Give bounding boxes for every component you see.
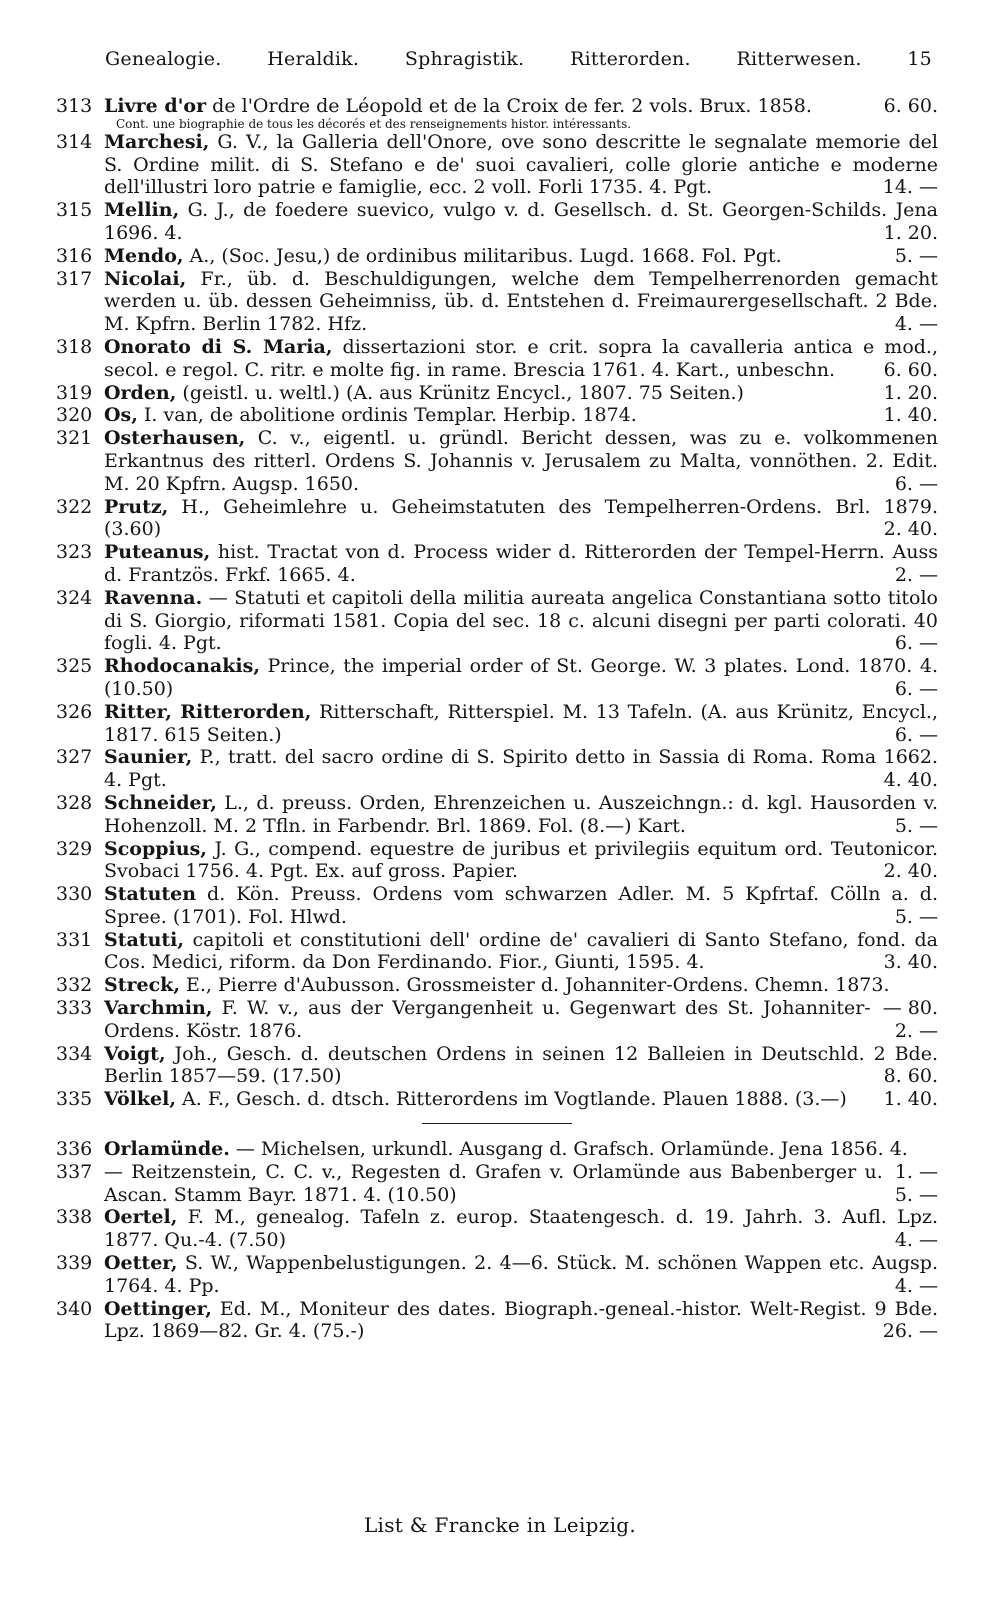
entry-author: Os, [104,404,138,427]
catalog-entry [56,131,938,199]
entry-price: 14. — [882,176,938,199]
entry-description: A., (Soc. Jesu,) de ordinibus militaribus. Lugd. 1668. Fol. Pgt. [183,244,782,267]
entry-price: 5. — [894,1183,938,1206]
entry-description: F. W. v., aus der Vergangenheit u. Gegenwart des St. Johanniter-Ordens. Köstr. 1876. [104,997,871,1042]
catalog-entry [56,336,938,382]
entry-price: 6. — [894,723,938,746]
entry-author: Mendo, [104,244,184,267]
catalog-entry [56,1088,938,1111]
catalog-entry [56,1043,938,1089]
entry-description: (geistl. u. weltl.) (A. aus Krünitz Encycl., 1807. 75 Seiten.) [176,381,744,404]
entry-price: 4. 40. [883,769,938,792]
page-number: 15 [907,48,932,70]
entry-author: Oetter, [104,1252,178,1275]
entry-author: Osterhausen, [104,427,246,450]
entry-price: 4. — [894,1274,938,1297]
entry-number: 315 [56,199,93,222]
entry-description: J. G., compend. equestre de juribus et privilegiis equitum ord. Teutonicor. Svobaci 1756. 4. Pgt. Ex. auf gross. Papier. [104,837,938,883]
entry-price: 2. — [894,1019,938,1042]
entry-description: hist. Tractat von d. Process wider d. Ritterorden der Tempel-Herrn. Auss d. Frantzös. Frkf. 1665. 4. [104,541,938,586]
header-topic: Ritterwesen. [736,48,862,70]
entry-price: 26. — [882,1320,938,1343]
entry-number: 335 [56,1088,93,1111]
entry-price: 8. 60. [883,1065,938,1088]
entry-description: C. v., eigentl. u. gründl. Bericht dessen, was zu e. volkommenen Erkantnus des ritterl. Ordens S. Johannis v. Jerusalem zu Malta, vonnöthen. 2. Edit. M. 20 Kpfrn. Augsp. 1650. [104,427,938,495]
catalog-entry [56,1298,938,1344]
entry-price: 2. 40. [883,518,938,541]
entry-price: 6. 60. [883,95,938,117]
entry-author: Saunier, [104,746,193,769]
catalog-entry [56,838,938,884]
publisher-footer: List & Francke in Leipzig. [363,1513,637,1537]
entry-description: G. V., la Galleria dell'Onore, ove sono descritte le segnalate memorie del S. Ordine milit. di S. Stefano e de' suoi cavalieri, colle glorie antiche e moderne dell'illustri loro patrie e famiglie, ecc. 2 voll. Forli 1735. 4. Pgt. [104,130,938,199]
catalog-entry [56,382,938,405]
catalog-entry [56,1161,938,1207]
entry-author: Orlamünde. [104,1138,230,1161]
entry-description: — Reitzenstein, C. C. v., Regesten d. Grafen v. Orlamünde aus Babenberger u. Ascan. Stamm Bayr. 1871. 4. (10.50) [104,1160,883,1206]
entry-description: G. J., de foedere suevico, vulgo v. d. Gesellsch. d. St. Georgen-Schilds. Jena 1696. 4. [104,199,938,244]
entry-price: 6. — [894,677,938,700]
header-topic: Ritterorden. [570,48,691,70]
entry-price: 2. 40. [883,860,938,883]
entry-price: 1. 20. [883,381,938,404]
entry-author: Oertel, [104,1206,178,1229]
entry-author: Scoppius, [104,837,207,860]
catalog-entry [56,268,938,336]
entry-author: Nicolai, [104,267,187,290]
entry-price: 1. — [894,1160,938,1183]
entry-price: 5. — [894,814,938,837]
entry-number: 314 [56,130,93,153]
entry-description: Fr., üb. d. Beschuldigungen, welche dem Tempelherrenorden gemacht werden u. üb. dessen Geheimniss, üb. d. Entstehen d. Freimaurergesellschaft. 2 Bde. M. Kpfrn. Berlin 1782. Hfz. [104,267,938,336]
catalog-entry [56,427,938,495]
entry-price: 4. — [894,313,938,336]
entry-description: capitoli et constitutioni dell' ordine de' cavalieri di Santo Stefano, fond. da Cos. Medici, riform. da Don Ferdinando. Fior., Giunti, 1595. 4. [104,928,938,974]
catalog-entry [56,792,938,838]
entry-description: I. van, de abolitione ordinis Templar. Herbip. 1874. [137,404,637,427]
catalog-entry [56,587,938,655]
entry-number: 332 [56,974,93,997]
entry-description: P., tratt. del sacro ordine di S. Spirito detto in Sassia di Roma. Roma 1662. 4. Pgt. [104,746,938,792]
entry-number: 334 [56,1042,93,1065]
entry-description: A. F., Gesch. d. dtsch. Ritterordens im Vogtlande. Plauen 1888. (3.—) [175,1088,847,1111]
entry-number: 330 [56,883,93,906]
entry-number: 318 [56,335,93,358]
entry-price: 6. — [894,472,938,495]
page-header [105,48,932,70]
entry-author: Rhodocanakis, [104,655,260,678]
catalog-entry [56,929,938,975]
entry-author: Ritter, Ritterorden, [104,700,312,723]
section-divider [422,1123,572,1124]
entry-description: dissertazioni stor. e crit. sopra la cavalleria antica e mod., secol. e regol. C. ritr. e molte fig. in rame. Brescia 1761. 4. Kart., unbeschn. [104,335,938,381]
entry-description: L., d. preuss. Orden, Ehrenzeichen u. Auszeichngn.: d. kgl. Hausorden v. Hohenzoll. M. 2 Tfln. in Farbendr. Brl. 1869. Fol. (8.—) Kart. [104,791,938,837]
entry-price: — 80. [882,997,938,1020]
entry-author: Orden, [104,381,177,404]
entry-description: — Michelsen, urkundl. Ausgang d. Grafsch. Orlamünde. Jena 1856. 4. [229,1138,908,1161]
entry-author: Puteanus, [104,541,211,564]
entry-number: 327 [56,746,93,769]
catalog-entry [56,883,938,929]
entry-description: Ed. M., Moniteur des dates. Biograph.-geneal.-histor. Welt-Regist. 9 Bde. Lpz. 1869—82. Gr. 4. (75.-) [104,1297,938,1343]
entry-description: S. W., Wappenbelustigungen. 2. 4—6. Stück. M. schönen Wappen etc. Augsp. 1764. 4. Pp. [104,1252,938,1297]
entry-author: Livre d'or [104,95,207,117]
catalog-entry [56,404,938,427]
entry-number: 320 [56,404,93,427]
catalog-entry [56,199,938,245]
entry-author: Oettinger, [104,1297,212,1320]
catalog-entry [56,95,938,131]
entry-description: Joh., Gesch. d. deutschen Ordens in seinen 12 Balleien in Deutschld. 2 Bde. Berlin 1857—59. (17.50) [104,1042,938,1088]
entry-price: 2. — [894,563,938,586]
entry-description: E., Pierre d'Aubusson. Grossmeister d. Johanniter-Ordens. Chemn. 1873. [179,974,890,997]
entry-number: 338 [56,1206,93,1229]
entry-price: 1. 20. [883,221,938,244]
entry-description: de l'Ordre de Léopold et de la Croix de fer. 2 vols. Brux. 1858. [206,95,812,117]
entry-number: 336 [56,1138,93,1161]
entry-price: 5. — [894,244,938,267]
entry-number: 322 [56,495,93,518]
entry-author: Statuti, [104,928,185,951]
entry-author: Varchmin, [104,997,213,1020]
entry-author: Völkel, [104,1088,176,1111]
entry-description: Ritterschaft, Ritterspiel. M. 13 Tafeln. (A. aus Krünitz, Encycl., 1817. 615 Seiten.) [104,700,938,746]
entry-number: 316 [56,244,93,267]
entry-list-genealogy [56,1138,938,1343]
entry-list-orders [56,95,938,1111]
entry-author: Voigt, [104,1042,166,1065]
entry-description: H., Geheimlehre u. Geheimstatuten des Tempelherren-Ordens. Brl. 1879. (3.60) [104,495,938,541]
entry-number: 326 [56,700,93,723]
entry-number: 325 [56,655,93,678]
entry-price: 6. — [894,632,938,655]
entry-author: Ravenna. [104,586,203,609]
catalog-entry [56,1252,938,1298]
entry-number: 324 [56,586,93,609]
catalog-entry [56,997,938,1043]
entry-number: 317 [56,267,93,290]
entry-author: Onorato di S. Maria, [104,335,333,358]
entry-number: 319 [56,381,93,404]
catalog-entries [56,95,938,1343]
entry-price: 4. — [894,1229,938,1252]
entry-number: 321 [56,427,93,450]
catalog-entry [56,655,938,701]
entry-author: Streck, [104,974,180,997]
entry-number: 328 [56,791,93,814]
entry-description: — Statuti et capitoli della militia aureata angelica Constantiana sotto titolo di S. Giorgio, riformati 1581. Copia del sec. 18 c. alcuni disegni per parti colorati. 40 fogli. 4. Pgt. [104,586,938,655]
entry-number: 329 [56,837,93,860]
entry-price: 5. — [894,905,938,928]
header-topic: Sphragistik. [404,48,525,70]
entry-author: Marchesi, [104,130,210,153]
catalog-entry [56,541,938,587]
entry-number: 337 [56,1160,93,1183]
entry-number: 340 [56,1297,93,1320]
catalog-entry [56,701,938,747]
entry-number: 339 [56,1252,93,1275]
catalog-entry [56,746,938,792]
entry-price: 6. 60. [883,358,938,381]
entry-author: Prutz, [104,495,169,518]
header-topic: Heraldik. [267,48,360,70]
catalog-entry [56,1206,938,1252]
entry-price: 1. 40. [883,1088,938,1111]
entry-number: 333 [56,997,93,1020]
entry-description: d. Kön. Preuss. Ordens vom schwarzen Adler. M. 5 Kpfrtaf. Cölln a. d. Spree. (1701). Fol. Hlwd. [104,883,938,928]
entry-author: Schneider, [104,791,217,814]
header-topic: Genealogie. [105,48,222,70]
entry-description: Prince, the imperial order of St. George. W. 3 plates. Lond. 1870. 4. (10.50) [104,655,938,700]
entry-number: 323 [56,541,93,564]
entry-author: Statuten [104,883,197,906]
entry-description: F. M., genealog. Tafeln z. europ. Staatengesch. d. 19. Jahrh. 3. Aufl. Lpz. 1877. Qu.-4. (7.50) [104,1206,938,1252]
entry-price: 3. 40. [883,951,938,974]
entry-author: Mellin, [104,199,180,222]
entry-price: 1. 40. [883,404,938,427]
entry-note: Cont. une biographie de tous les décorés et des renseignements histor. intéressants. [116,116,632,131]
entry-number: 313 [56,95,93,117]
catalog-entry [56,496,938,542]
catalog-entry [56,245,938,268]
entry-number: 331 [56,928,93,951]
